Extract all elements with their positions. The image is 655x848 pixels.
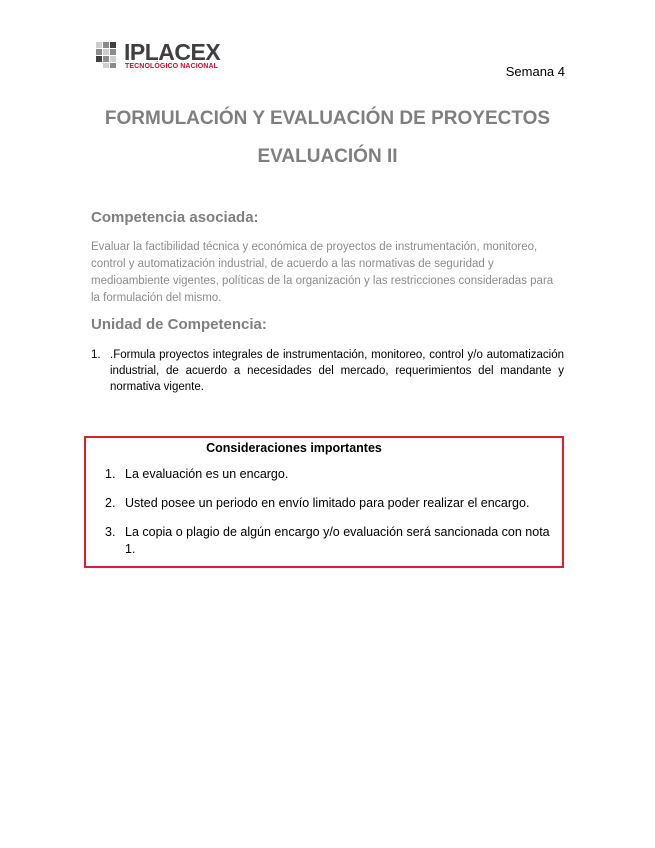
list-item-number: 2. — [105, 496, 116, 510]
unidad-heading: Unidad de Competencia: — [91, 316, 267, 333]
consideraciones-list — [86, 466, 562, 570]
list-item — [86, 495, 562, 512]
week-label: Semana 4 — [505, 64, 565, 79]
competencia-heading: Competencia asociada: — [91, 209, 259, 226]
document-subtitle: EVALUACIÓN II — [257, 146, 398, 167]
logo-grid-icon — [96, 42, 122, 68]
document-title: FORMULACIÓN Y EVALUACIÓN DE PROYECTOS — [104, 108, 551, 129]
logo-wordmark: IPLACEX — [124, 39, 221, 65]
list-item — [86, 466, 562, 483]
list-item-text: Usted posee un periodo en envío limitado para poder realizar el encargo. — [125, 496, 530, 510]
list-item-text: La copia o plagio de algún encargo y/o evaluación será sancionada con nota 1. — [125, 525, 550, 556]
consideraciones-title: Consideraciones importantes — [206, 441, 382, 455]
list-item — [91, 347, 564, 395]
unidad-list — [91, 347, 564, 395]
competencia-text: Evaluar la factibilidad técnica y económica de proyectos de instrumentación, monitoreo, control y automatización industrial, de acuerdo a las normativas de seguridad y medioambiente vigentes, políticas de la organización y las restricciones consideradas para la formulación del mismo. — [91, 241, 554, 304]
list-item-number: 1. — [91, 349, 101, 361]
list-item — [86, 524, 562, 558]
list-item-text: La evaluación es un encargo. — [125, 467, 289, 481]
iplacex-logo — [96, 39, 236, 72]
list-item-number: 1. — [105, 467, 116, 481]
logo-subtitle: TECNOLÓGICO NACIONAL — [125, 63, 218, 70]
consideraciones-box — [84, 436, 564, 568]
list-item-text: .Formula proyectos integrales de instrumentación, monitoreo, control y/o automatización industrial, de acuerdo a necesidades del mercado, requerimientos del mandante y normativa vigente. — [110, 349, 564, 393]
list-item-number: 3. — [105, 525, 116, 539]
